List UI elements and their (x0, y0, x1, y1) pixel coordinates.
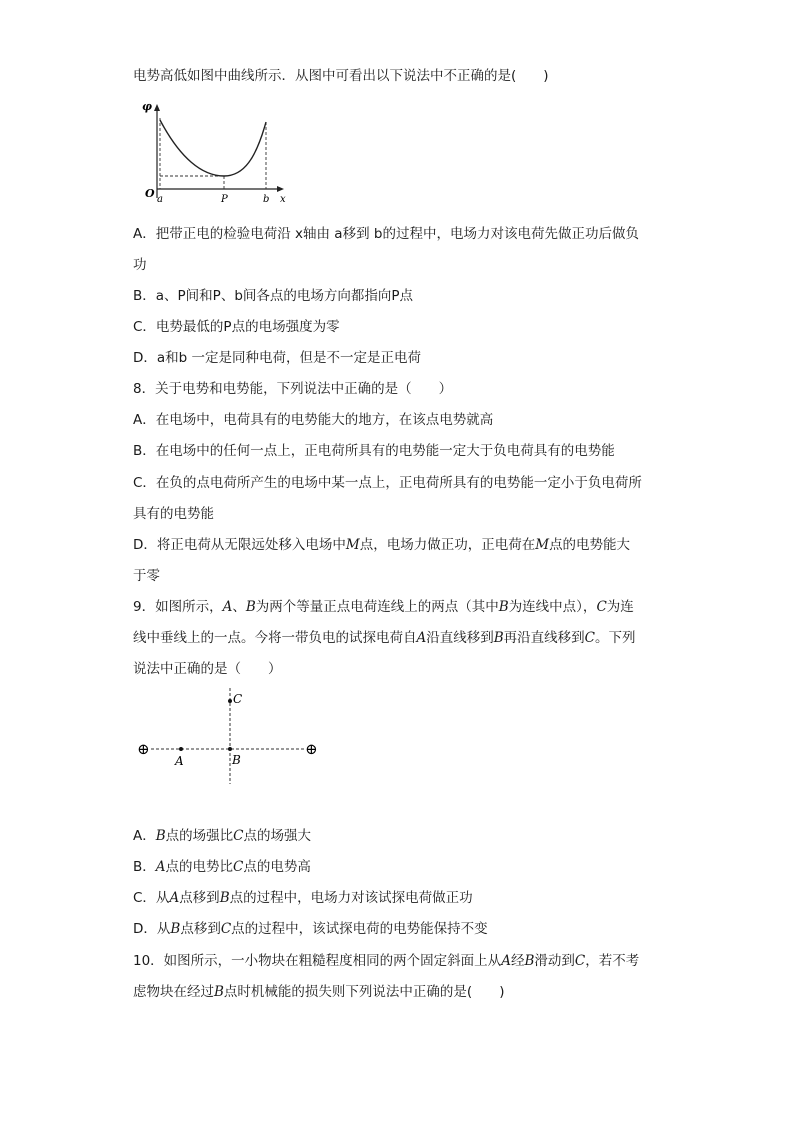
q9-option-d: D．从B点移到C点的过程中，该试探电荷的电势能保持不变 (133, 921, 488, 937)
q9-point-b (228, 747, 232, 751)
q9-stem-line3: 说法中正确的是（ ） (133, 661, 282, 677)
q9-label-c: C (233, 692, 243, 706)
q7-option-d: D．a和b 一定是同种电荷，但是不一定是正电荷 (133, 350, 422, 366)
q9-point-a (179, 747, 183, 751)
q10-stem-line2: 虑物块在经过B点时机械能的损失则下列说法中正确的是( ) (133, 984, 505, 1000)
q7-potential-curve (160, 120, 266, 176)
q7-label-b: b (263, 194, 270, 205)
q7-option-a-line2: 功 (133, 257, 147, 273)
q9-charge-right: ⊕ (305, 740, 318, 758)
q8-option-d-line2: 于零 (133, 568, 160, 584)
q8-option-b: B．在电场中的任何一点上，正电荷所具有的电势能一定大于负电荷具有的电势能 (133, 443, 615, 459)
q7-label-a: a (157, 194, 163, 205)
q7-option-b: B．a、P间和P、b间各点的电场方向都指向P点 (133, 288, 414, 304)
q7-label-origin: O (145, 187, 155, 200)
q8-option-a: A．在电场中，电荷具有的电势能大的地方，在该点电势就高 (133, 412, 494, 428)
q9-point-c (228, 699, 232, 703)
q9-charges-figure (135, 686, 330, 786)
q7-x-axis-arrow (277, 186, 284, 192)
q8-option-c-line1: C．在负的点电荷所产生的电场中某一点上，正电荷所具有的电势能一定小于负电荷所 (133, 475, 642, 491)
q9-option-b: B．A点的电势比C点的电势高 (133, 859, 311, 875)
q7-option-a-line1: A．把带正电的检验电荷沿 x轴由 a移到 b的过程中，电场力对该电荷先做正功后做负 (133, 226, 639, 242)
q8-stem: 8．关于电势和电势能，下列说法中正确的是（ ） (133, 381, 453, 397)
q8-option-c-line2: 具有的电势能 (133, 506, 214, 522)
q9-charge-left: ⊕ (137, 740, 150, 758)
q7-label-x: x (280, 194, 286, 205)
q9-stem-line1: 9．如图所示，A、B为两个等量正点电荷连线上的两点（其中B为连线中点），C为连 (133, 599, 634, 615)
q7-y-axis-arrow (154, 104, 160, 111)
q7-potential-graph (140, 100, 290, 208)
q9-option-a: A．B点的场强比C点的场强大 (133, 828, 312, 844)
q9-option-c: C．从A点移到B点的过程中，电场力对该试探电荷做正功 (133, 890, 473, 906)
q7-stem: 电势高低如图中曲线所示．从图中可看出以下说法中不正确的是( ) (133, 68, 549, 84)
q9-stem-line2: 线中垂线上的一点。今将一带负电的试探电荷自A沿直线移到B再沿直线移到C。下列 (133, 630, 636, 646)
q9-label-b: B (232, 753, 241, 767)
q10-stem-line1: 10．如图所示，一小物块在粗糙程度相同的两个固定斜面上从A经B滑动到C，若不考 (133, 953, 640, 969)
q9-label-a: A (175, 754, 184, 768)
q7-label-phi: φ (142, 100, 152, 113)
q7-option-c: C．电势最低的P点的电场强度为零 (133, 319, 340, 335)
q7-label-p: P (221, 194, 228, 205)
q8-option-d-line1: D．将正电荷从无限远处移入电场中M点，电场力做正功，正电荷在M点的电势能大 (133, 537, 631, 553)
